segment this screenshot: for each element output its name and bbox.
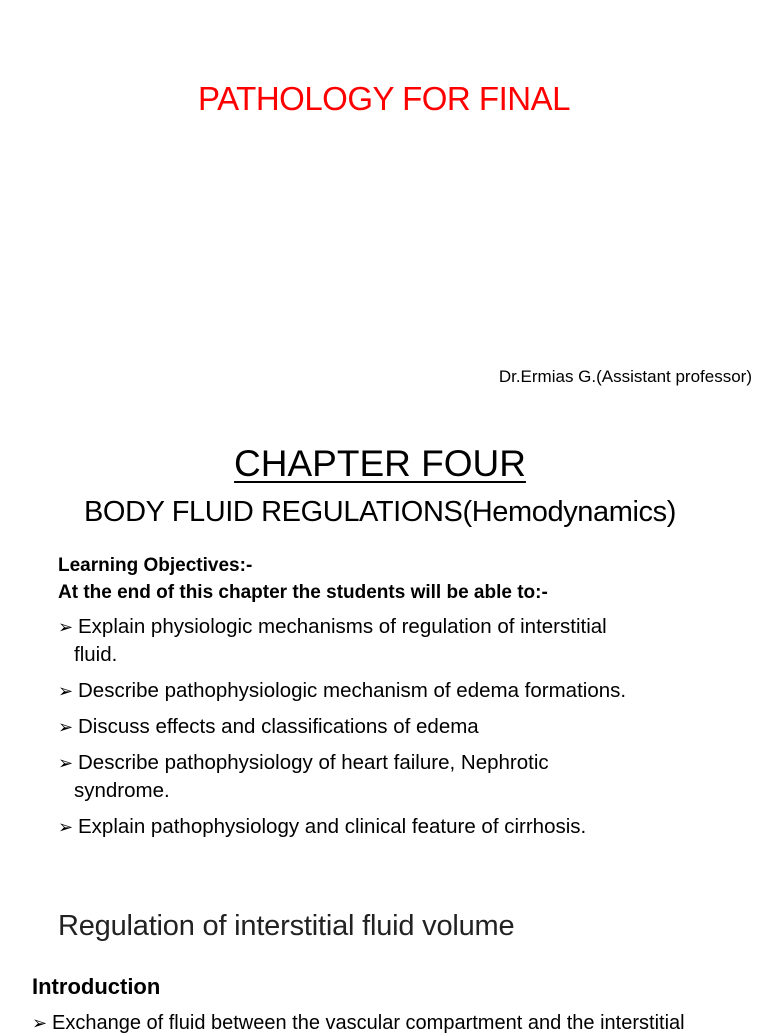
chapter-title: CHAPTER FOUR — [234, 443, 526, 484]
objectives-heading — [58, 552, 548, 606]
objectives-heading-line: Learning Objectives:- — [58, 555, 253, 576]
chapter-subtitle: BODY FLUID REGULATIONS(Hemodynamics) — [83, 496, 677, 528]
objective-text-continued: syndrome. — [74, 779, 170, 802]
objective-text: Explain physiologic mechanisms of regulation of interstitial — [78, 615, 607, 638]
objective-text: Discuss effects and classifications of edema — [78, 715, 479, 738]
list-item — [58, 613, 738, 669]
section-title: Regulation of interstitial fluid volume — [58, 910, 515, 942]
objective-text-continued: fluid. — [74, 643, 118, 666]
list-item — [58, 813, 738, 841]
list-item — [58, 749, 738, 805]
objectives-intro-line: At the end of this chapter the students will be able to:- — [58, 582, 548, 603]
arrow-bullet-icon: ➢ — [58, 817, 74, 837]
introduction-heading: Introduction — [32, 974, 161, 999]
list-item — [58, 713, 738, 741]
arrow-bullet-icon: ➢ — [58, 681, 74, 701]
arrow-bullet-icon: ➢ — [58, 617, 74, 637]
introduction-text: Exchange of fluid between the vascular compartment and the interstitial — [52, 1012, 685, 1034]
objectives-list — [58, 613, 738, 849]
objective-text: Describe pathophysiologic mechanism of edema formations. — [78, 679, 627, 702]
author-credit: Dr.Ermias G.(Assistant professor) — [498, 367, 752, 386]
list-item — [58, 677, 738, 705]
arrow-bullet-icon: ➢ — [32, 1013, 48, 1033]
slide-title: PATHOLOGY FOR FINAL — [198, 80, 570, 117]
arrow-bullet-icon: ➢ — [58, 717, 74, 737]
arrow-bullet-icon: ➢ — [58, 753, 74, 773]
objective-text: Explain pathophysiology and clinical feature of cirrhosis. — [78, 815, 587, 838]
objective-text: Describe pathophysiology of heart failure, Nephrotic — [78, 751, 549, 774]
